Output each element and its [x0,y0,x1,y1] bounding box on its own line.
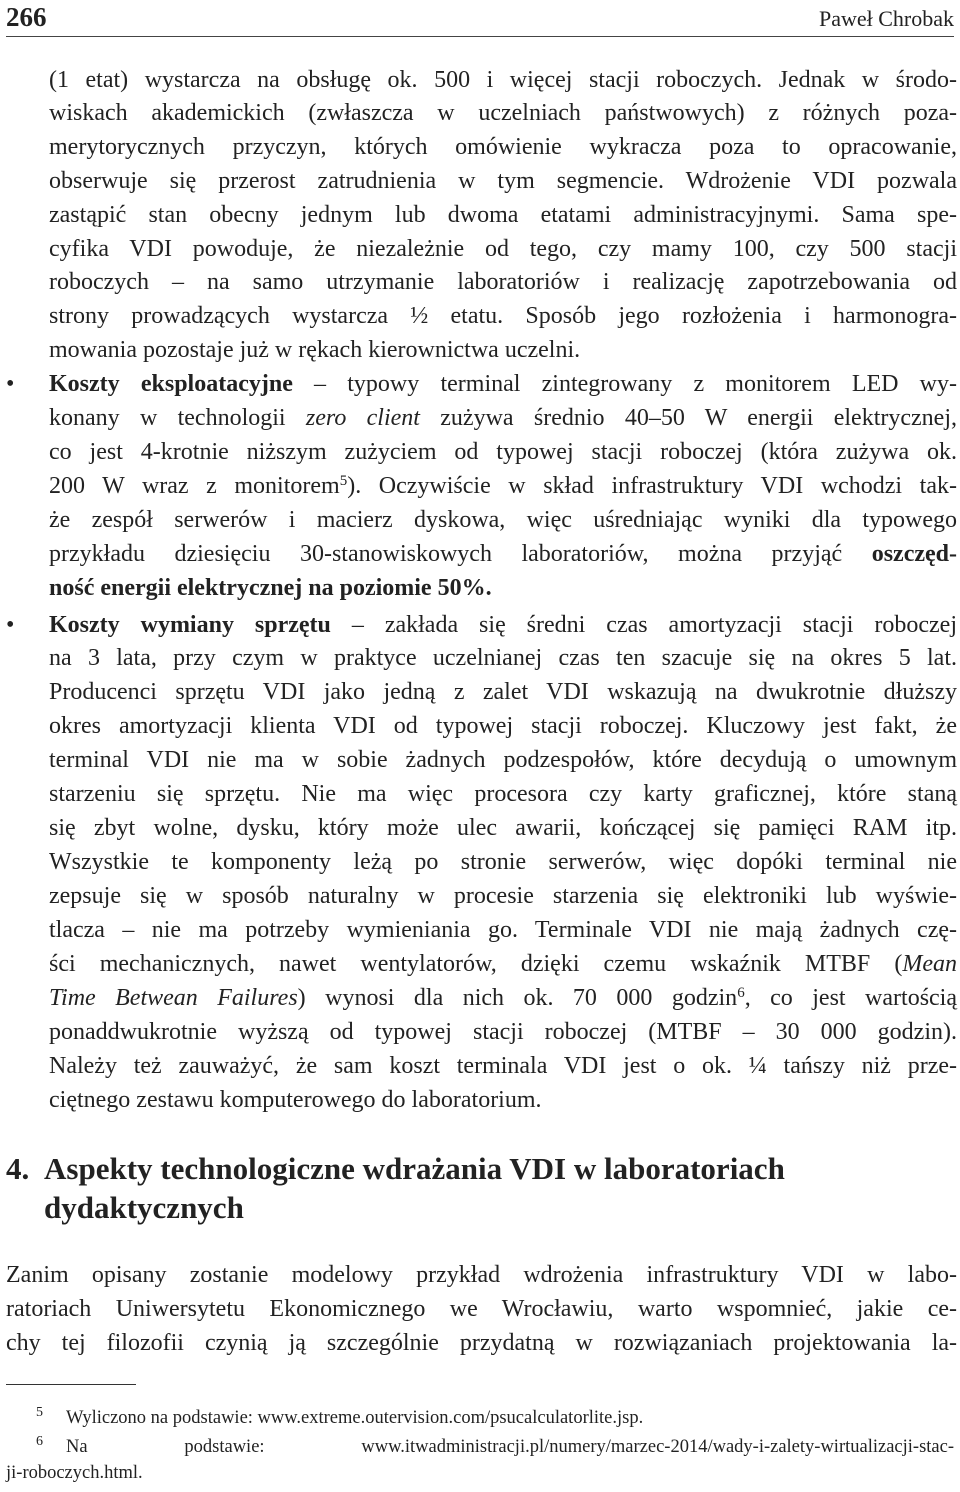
running-header-author: Paweł Chrobak [818,6,954,31]
bullet2-line: Należy też zauważyć, że sam koszt terminala VDI jest o ok. ¼ tańszy niż prze- [49,1053,957,1079]
bullet2-line: zepsuje się w sposób naturalny w procesie starzenia się elektroniki lub wyświe- [49,883,957,909]
bullet2-line: okres amortyzacji klienta VDI od typowej stacji roboczej. Kluczowy jest fakt, że [49,713,957,739]
section-title-cont: dydaktycznych [44,1190,244,1225]
bullet1-line: konany w technologii zero client zużywa średnio 40–50 W energii elektrycznej, [49,405,957,431]
bullet2-line: ponaddwukrotnie wyższą od typowej stacji roboczej (MTBF – 30 000 godzin). [49,1019,957,1045]
bullet2-line: Wszystkie te komponenty leżą po stronie serwerów, więc dopóki terminal nie [49,849,957,875]
bullet2-line: starzeniu się sprzętu. Nie ma więc procesora czy karty graficznej, które staną [49,781,957,807]
text-line: (1 etat) wystarcza na obsługę ok. 500 i więcej stacji roboczych. Jednak w środo- [49,67,957,93]
footnote-ref: 5 [339,473,348,489]
text-line: zastąpić stan obecny jednym lub dwoma etatami administracyjnymi. Sama spe- [49,202,957,228]
bullet2-line: tlacza – nie ma potrzeby wymieniania go. Terminale VDI nie mają żadnych czę- [49,917,957,943]
bullet2-line: na 3 lata, przy czym w praktyce uczelnianej czas ten szacuje się na okres 5 lat. [49,645,957,671]
page-number: 266 [6,2,47,32]
bullet1-line: co jest 4-krotnie niższym zużyciem od typowej stacji roboczej (która zużywa ok. [49,439,957,465]
text-line: Zanim opisany zostanie modelowy przykład wdrożenia infrastruktury VDI w labo- [6,1262,957,1288]
bullet2-line: się zbyt wolne, dysku, który może ulec awarii, kończącej się pamięci RAM itp. [49,815,957,841]
footnote-text: Na podstawie: www.itwadministracji.pl/numery/marzec-2014/wady-i-zalety-wirtualizacji-stac- [66,1437,954,1457]
footnote-text: Wyliczono na podstawie: www.extreme.outervision.com/psucalculatorlite.jsp. [66,1408,644,1428]
text-line: obserwuje się przerost zatrudnienia w tym segmencie. Wdrożenie VDI pozwala [49,168,957,194]
bullet2-line: Koszty wymiany sprzętu – zakłada się średni czas amortyzacji stacji roboczej [49,612,957,638]
text-line: chy tej filozofii czynią ją szczególnie przydatną w rozwiązaniach projektowania la- [6,1330,957,1356]
bullet2-line: ciętnego zestawu komputerowego do laboratorium. [49,1087,542,1113]
text-line: mowania pozostaje już w rękach kierownictwa uczelni. [49,337,581,363]
footnote-number: 6 [36,1434,43,1449]
bullet1-line: 200 W wraz z monitorem$^5$). Oczywiście w skład infrastruktury VDI wchodzi tak- [49,473,957,499]
text-line: roboczych – na samo utrzymanie laboratoriów i realizację zapotrzebowania od [49,269,957,295]
section-title: Aspekty technologiczne wdrażania VDI w laboratoriach [44,1151,785,1186]
running-header [6,2,954,37]
bullet1-line: Koszty eksploatacyjne – typowy terminal zintegrowany z monitorem LED wy- [49,371,958,397]
text-line: ratoriach Uniwersytetu Ekonomicznego we Wrocławiu, warto wspomnieć, jakie ce- [6,1296,957,1322]
bullet1-line: że zespół serwerów i macierz dyskowa, więc uśredniając wyniki dla typowego [49,507,957,533]
bullet2-line: ści mechanicznych, nawet wentylatorów, dzięki czemu wskaźnik MTBF (Mean [49,951,957,977]
text-line: cyfika VDI powoduje, że niezależnie od tego, czy mamy 100, czy 500 stacji [49,236,957,262]
bullet-marker: • [6,371,15,397]
bullet2-line: Time Betwean Failures) wynosi dla nich ok. 70 000 godzin$^6$, co jest wartością [49,985,958,1011]
bullet2-line: terminal VDI nie ma w sobie żadnych podzespołów, które decydują o umownym [49,747,957,773]
section-number: 4. [6,1151,30,1186]
footnote-ref: 6 [737,985,745,1001]
bullet1-line: ność energii elektrycznej na poziomie 50%. [49,575,492,601]
text-line: merytorycznych przyczyn, których omówienie wykracza poza to opracowanie, [49,134,957,160]
bullet2-line: Producenci sprzętu VDI jako jedną z zalet VDI wskazują na dwukrotnie dłuższy [49,679,957,705]
bullet-marker: • [6,612,15,638]
bullet1-heading: Koszty eksploatacyjne [49,371,293,397]
bullet2-heading: Koszty wymiany sprzętu [49,612,331,638]
bullet1-line: przykładu dziesięciu 30-stanowiskowych laboratoriów, można przyjąć oszczęd- [49,541,957,567]
text-line: strony prowadzących wystarcza ½ etatu. Sposób jego rozłożenia i harmonogra- [49,303,957,329]
footnote-rule [6,1384,136,1385]
footnote-number: 5 [36,1405,43,1420]
footnote-text-cont: ji-roboczych.html. [6,1463,143,1483]
text-line: wiskach akademickich (zwłaszcza w uczelniach państwowych) z różnych poza- [49,100,957,126]
